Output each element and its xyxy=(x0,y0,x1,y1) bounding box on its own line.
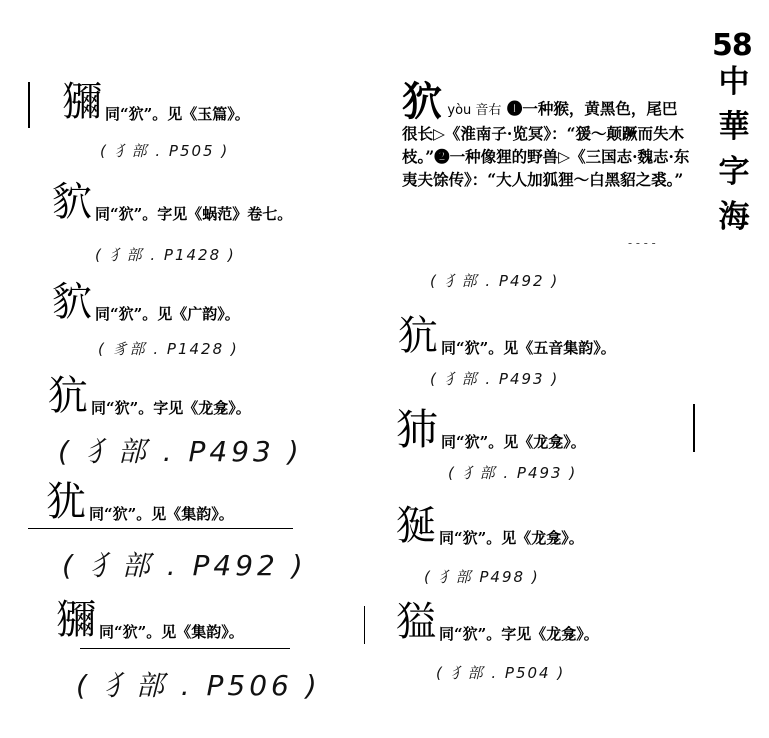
handwritten-note: ( 犭部 . P492 ) xyxy=(430,272,560,290)
handwritten-note: ( 犭部 . P492 ) xyxy=(62,549,307,582)
head-character: 狿 xyxy=(396,503,436,549)
entry-definition: 同“狖”。见《龙龛》。 xyxy=(441,433,586,451)
underline-rule xyxy=(80,648,290,649)
left-entry-6 xyxy=(56,598,244,642)
head-character: 獼 xyxy=(62,79,102,125)
mid-margin-marker xyxy=(364,606,365,644)
handwritten-note: ( 犭部 . P1428 ) xyxy=(95,246,236,264)
head-character: 狖 xyxy=(402,78,442,125)
right-entry-4 xyxy=(396,600,599,644)
handwritten-note: ( 犭部 . P506 ) xyxy=(76,669,321,702)
handwritten-note: ( 犭部 . P493 ) xyxy=(448,464,578,482)
pinyin: yòu 音右 xyxy=(447,103,502,118)
left-margin-marker xyxy=(28,82,30,128)
entry-definition: 同“狖”。见《玉篇》。 xyxy=(105,105,250,123)
entry-definition: 同“狖”。见《集韵》。 xyxy=(99,623,244,641)
left-entry-5 xyxy=(46,480,234,524)
left-entry-3 xyxy=(52,280,240,324)
head-character: 貁 xyxy=(52,279,92,325)
entry-definition: 同“狖”。字见《龙龛》。 xyxy=(91,399,251,417)
divider-dashes: - - - - xyxy=(628,236,656,250)
entry-definition: 同“狖”。见《集韵》。 xyxy=(89,505,234,523)
head-character: 犺 xyxy=(398,313,438,359)
head-character: 犺 xyxy=(48,373,88,419)
entry-definition: 同“狖”。见《五音集韵》。 xyxy=(441,339,616,357)
right-entry-1 xyxy=(398,314,616,358)
handwritten-note: ( 犭部 . P493 ) xyxy=(430,370,560,388)
entry-definition: 同“狖”。字见《龙龛》。 xyxy=(439,625,599,643)
left-entry-2 xyxy=(52,180,292,224)
handwritten-note: ( 犭部 P498 ) xyxy=(424,568,540,586)
head-character: 犻 xyxy=(396,405,439,454)
entry-definition: 同“狖”。字见《蜗范》卷七。 xyxy=(95,205,293,223)
right-entry-3 xyxy=(396,504,584,548)
entry-definition: 同“狖”。见《广韵》。 xyxy=(95,305,240,323)
entry-definition: 同“狖”。见《龙龛》。 xyxy=(439,529,584,547)
entry-definition: ❶一种猴，黄黑色，尾巴很长▷《淮南子·览冥》：“猨～颠蹶而失木枝。”❷一种像狸的野兽▷《三国志·魏志·东夷夫馀传》：“大人加狐狸～白黑貂之裘。” xyxy=(402,99,690,189)
head-character: 犹 xyxy=(46,479,86,525)
handwritten-note: ( 犭部 . P493 ) xyxy=(58,435,303,468)
left-entry-4 xyxy=(48,374,251,418)
left-entry-1 xyxy=(62,80,250,124)
page-number: 58 xyxy=(712,28,752,63)
right-entry-2 xyxy=(396,405,586,454)
handwritten-note: ( 豸部 . P1428 ) xyxy=(98,340,239,358)
head-character: 獼 xyxy=(56,597,96,643)
handwritten-note: ( 犭部 . P505 ) xyxy=(100,142,230,160)
main-entry xyxy=(402,78,692,191)
head-character: 貁 xyxy=(52,179,92,225)
head-character: 獈 xyxy=(396,599,436,645)
underline-rule xyxy=(28,528,293,529)
handwritten-note: ( 犭部 . P504 ) xyxy=(436,664,566,682)
book-title: 中華字海 xyxy=(718,64,750,235)
right-margin-marker xyxy=(693,404,695,452)
